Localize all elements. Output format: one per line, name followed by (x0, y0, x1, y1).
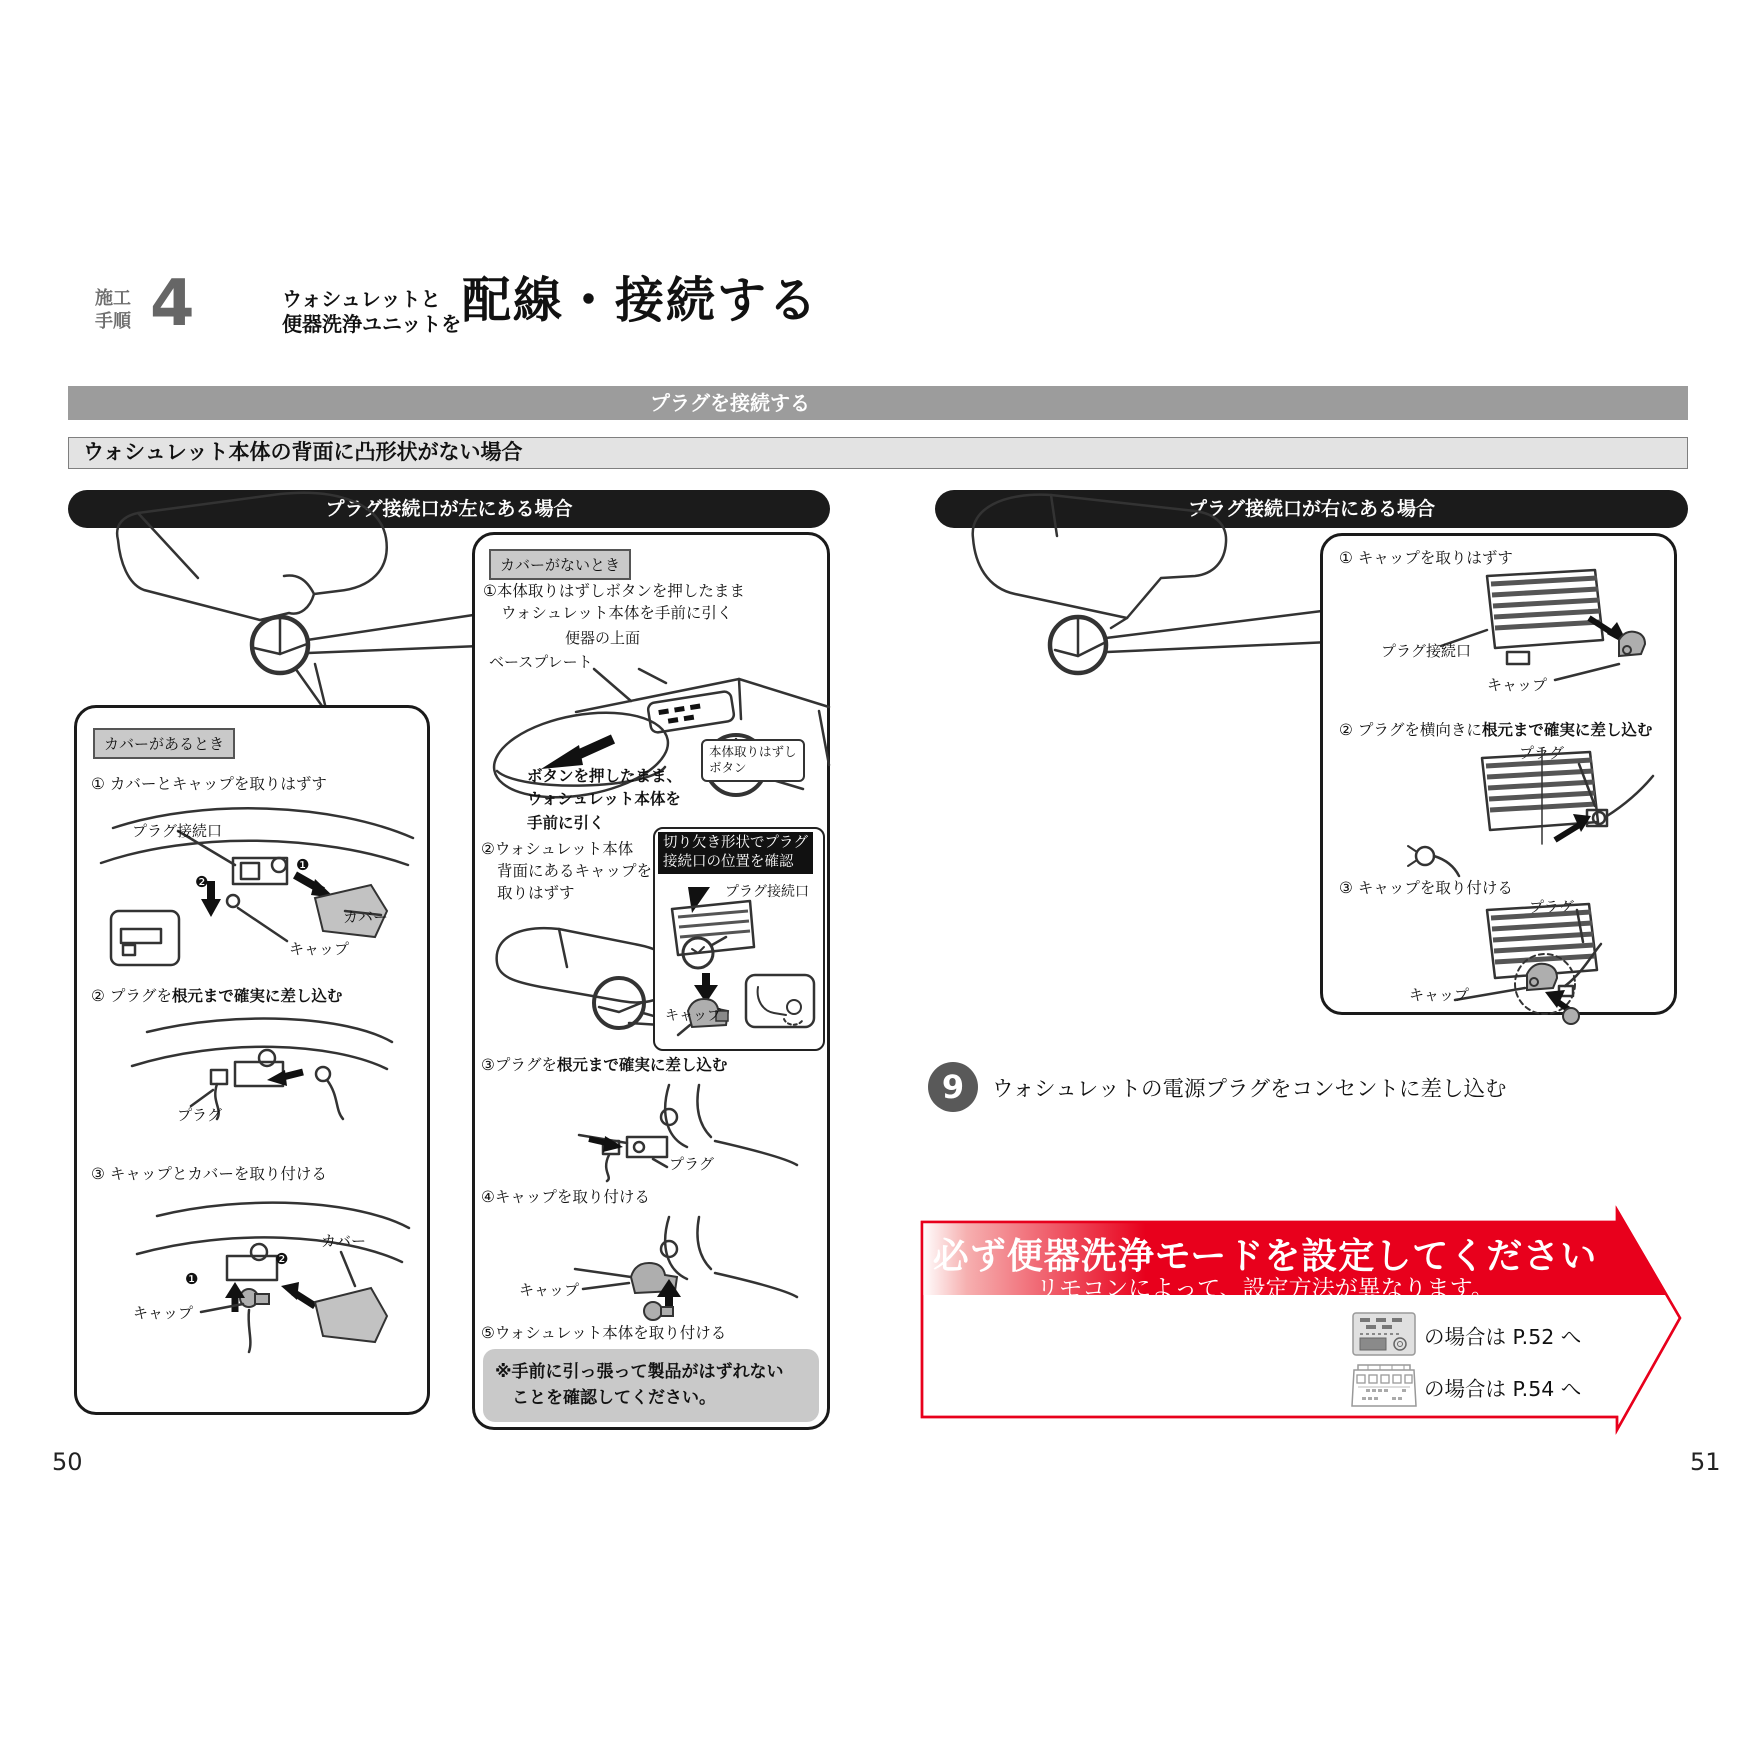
pointer-line (308, 646, 480, 653)
plug-insert-illustration (519, 1081, 799, 1181)
right-step2-text (1339, 720, 1652, 742)
no-cover-tag: カバーがないとき (489, 549, 631, 580)
release-button-callout (701, 739, 805, 782)
right-step2-pre: ② プラグを横向きに (1339, 721, 1482, 739)
right-case-header: プラグ接続口が右にある場合 (935, 490, 1688, 528)
right-step3-text: ③ キャップを取り付ける (1339, 879, 1513, 897)
cover-step2-illustration (107, 1014, 397, 1119)
step3-bold: 根元まで確実に差し込む (556, 1056, 728, 1074)
order-marker-2b: ❷ (275, 1250, 289, 1268)
condition-bar: ウォシュレット本体の背面に凸形状がない場合 (68, 437, 1688, 469)
nocover-step4-text: ④キャップを取り付ける (481, 1188, 650, 1206)
header-lead-line1: ウォシュレットと (282, 287, 441, 311)
cover-step3-illustration (97, 1194, 417, 1354)
cap-label-mid: キャップ (519, 1281, 580, 1299)
order-marker-1: ❶ (296, 856, 310, 874)
pull-line3: 手前に引く (527, 813, 605, 832)
pull-instruction (527, 765, 682, 835)
toilet-top-label: 便器の上面 (565, 629, 641, 647)
pointer-line (1106, 610, 1330, 638)
step9-text: ウォシュレットの電源プラグをコンセントに差し込む (992, 1077, 1507, 1102)
notch-tag-line2: 接続口の位置を確認 (663, 853, 794, 870)
right-cap-label-2: キャップ (1409, 986, 1470, 1004)
cap-part-2 (1563, 1008, 1579, 1024)
right-step3-illustration (1337, 902, 1667, 1032)
cover-present-box (74, 705, 430, 1415)
nocover-step5-text: ⑤ウォシュレット本体を取り付ける (481, 1324, 727, 1342)
section-bar-title: プラグを接続する (650, 391, 810, 415)
cap-part-2 (644, 1302, 662, 1320)
right-cap-label: キャップ (1487, 676, 1548, 694)
nocover-step2-line1: ②ウォシュレット本体 (481, 840, 634, 858)
cover-part (315, 1288, 387, 1342)
page-number-right: 51 (1690, 1448, 1721, 1476)
warning-row1-text: の場合は P.52 へ (1424, 1325, 1582, 1349)
washlet-illustration-left (70, 478, 480, 718)
plug-label-mid: プラグ (669, 1155, 715, 1173)
cover-step2-text (91, 986, 342, 1008)
pointer-line (1107, 642, 1330, 652)
warning-subtitle: リモコンによって、設定方法が異なります。 (1036, 1276, 1494, 1302)
remote-control-icon-1 (1352, 1312, 1416, 1356)
plug-port-label: プラグ接続口 (132, 822, 223, 840)
cap-label-2: キャップ (133, 1304, 194, 1322)
pull-line2: ウォシュレット本体を (527, 790, 681, 809)
step-label-line1: 施工 (95, 288, 131, 309)
page-number-left: 50 (52, 1448, 83, 1476)
nocover-step2-line2: 背面にあるキャップを (497, 862, 653, 880)
right-case-box (1320, 533, 1677, 1015)
inset-plug-port-label: プラグ接続口 (725, 884, 809, 900)
inset-cap-label: キャップ (665, 1008, 721, 1024)
notch-tag-line1: 切り欠き形状でプラグ (663, 835, 808, 851)
header-lead (282, 287, 461, 337)
cover-label-2: カバー (321, 1232, 367, 1250)
construction-step-label (95, 288, 131, 333)
step2-pre: ② プラグを (91, 987, 172, 1005)
confirm-note-line1: ※手前に引っ張って製品がはずれない (495, 1362, 784, 1382)
cap-label: キャップ (289, 940, 350, 958)
left-case-header: プラグ接続口が左にある場合 (68, 490, 830, 528)
page-title: 配線・接続する (462, 272, 820, 329)
cover-present-tag: カバーがあるとき (93, 728, 235, 759)
step-number: 4 (150, 267, 195, 341)
header-lead-line2: 便器洗浄ユニットを (282, 312, 462, 336)
nocover-step1-line2: ウォシュレット本体を手前に引く (501, 604, 733, 622)
no-cover-box (472, 532, 830, 1430)
plug-label: プラグ (177, 1106, 223, 1124)
tag-pointer (688, 887, 710, 913)
warning-title: 必ず便器洗浄モードを設定してください (932, 1236, 1598, 1277)
order-marker-2: ❷ (195, 873, 209, 891)
notch-tag (658, 832, 813, 874)
confirm-note (483, 1349, 819, 1422)
pull-line1: ボタンを押したまま、 (527, 767, 683, 785)
cap-attach-illustration (519, 1211, 799, 1321)
right-plug-label-2: プラグ (1529, 898, 1575, 916)
confirm-note-line2: ことを確認してください。 (512, 1388, 716, 1409)
nocover-step3-text (481, 1055, 727, 1077)
release-callout-line2: ボタン (709, 760, 747, 776)
pointer-line (307, 614, 480, 640)
cover-label: カバー (343, 908, 389, 926)
washlet-illustration-right (865, 478, 1330, 718)
nocover-step2-line3: 取りはずす (497, 884, 575, 902)
notch-callout-box (653, 827, 825, 1051)
step3-pre: ③プラグを (481, 1056, 557, 1074)
right-plug-label: プラグ (1519, 744, 1565, 762)
step-label-line2: 手順 (95, 310, 131, 332)
cover-step1-text: ① カバーとキャップを取りはずす (91, 775, 327, 793)
cover-step3-text: ③ キャップとカバーを取り付ける (91, 1165, 327, 1183)
base-plate-label: ベースプレート (489, 653, 593, 671)
step2-bold: 根元まで確実に差し込む (171, 987, 343, 1005)
release-callout-line1: 本体取りはずし (709, 744, 797, 759)
remote-control-icon-2 (1350, 1362, 1418, 1408)
order-marker-1b: ❶ (185, 1270, 199, 1288)
right-step2-illustration (1337, 748, 1667, 878)
right-step1-text: ① キャップを取りはずす (1339, 549, 1513, 567)
right-step2-bold: 根元まで確実に差し込む (1481, 721, 1653, 739)
right-plug-port-label: プラグ接続口 (1381, 642, 1472, 660)
nocover-step1-line1: ①本体取りはずしボタンを押したまま (483, 582, 745, 600)
warning-row2-text: の場合は P.54 へ (1424, 1377, 1582, 1401)
step9-number: 9 (928, 1062, 978, 1112)
